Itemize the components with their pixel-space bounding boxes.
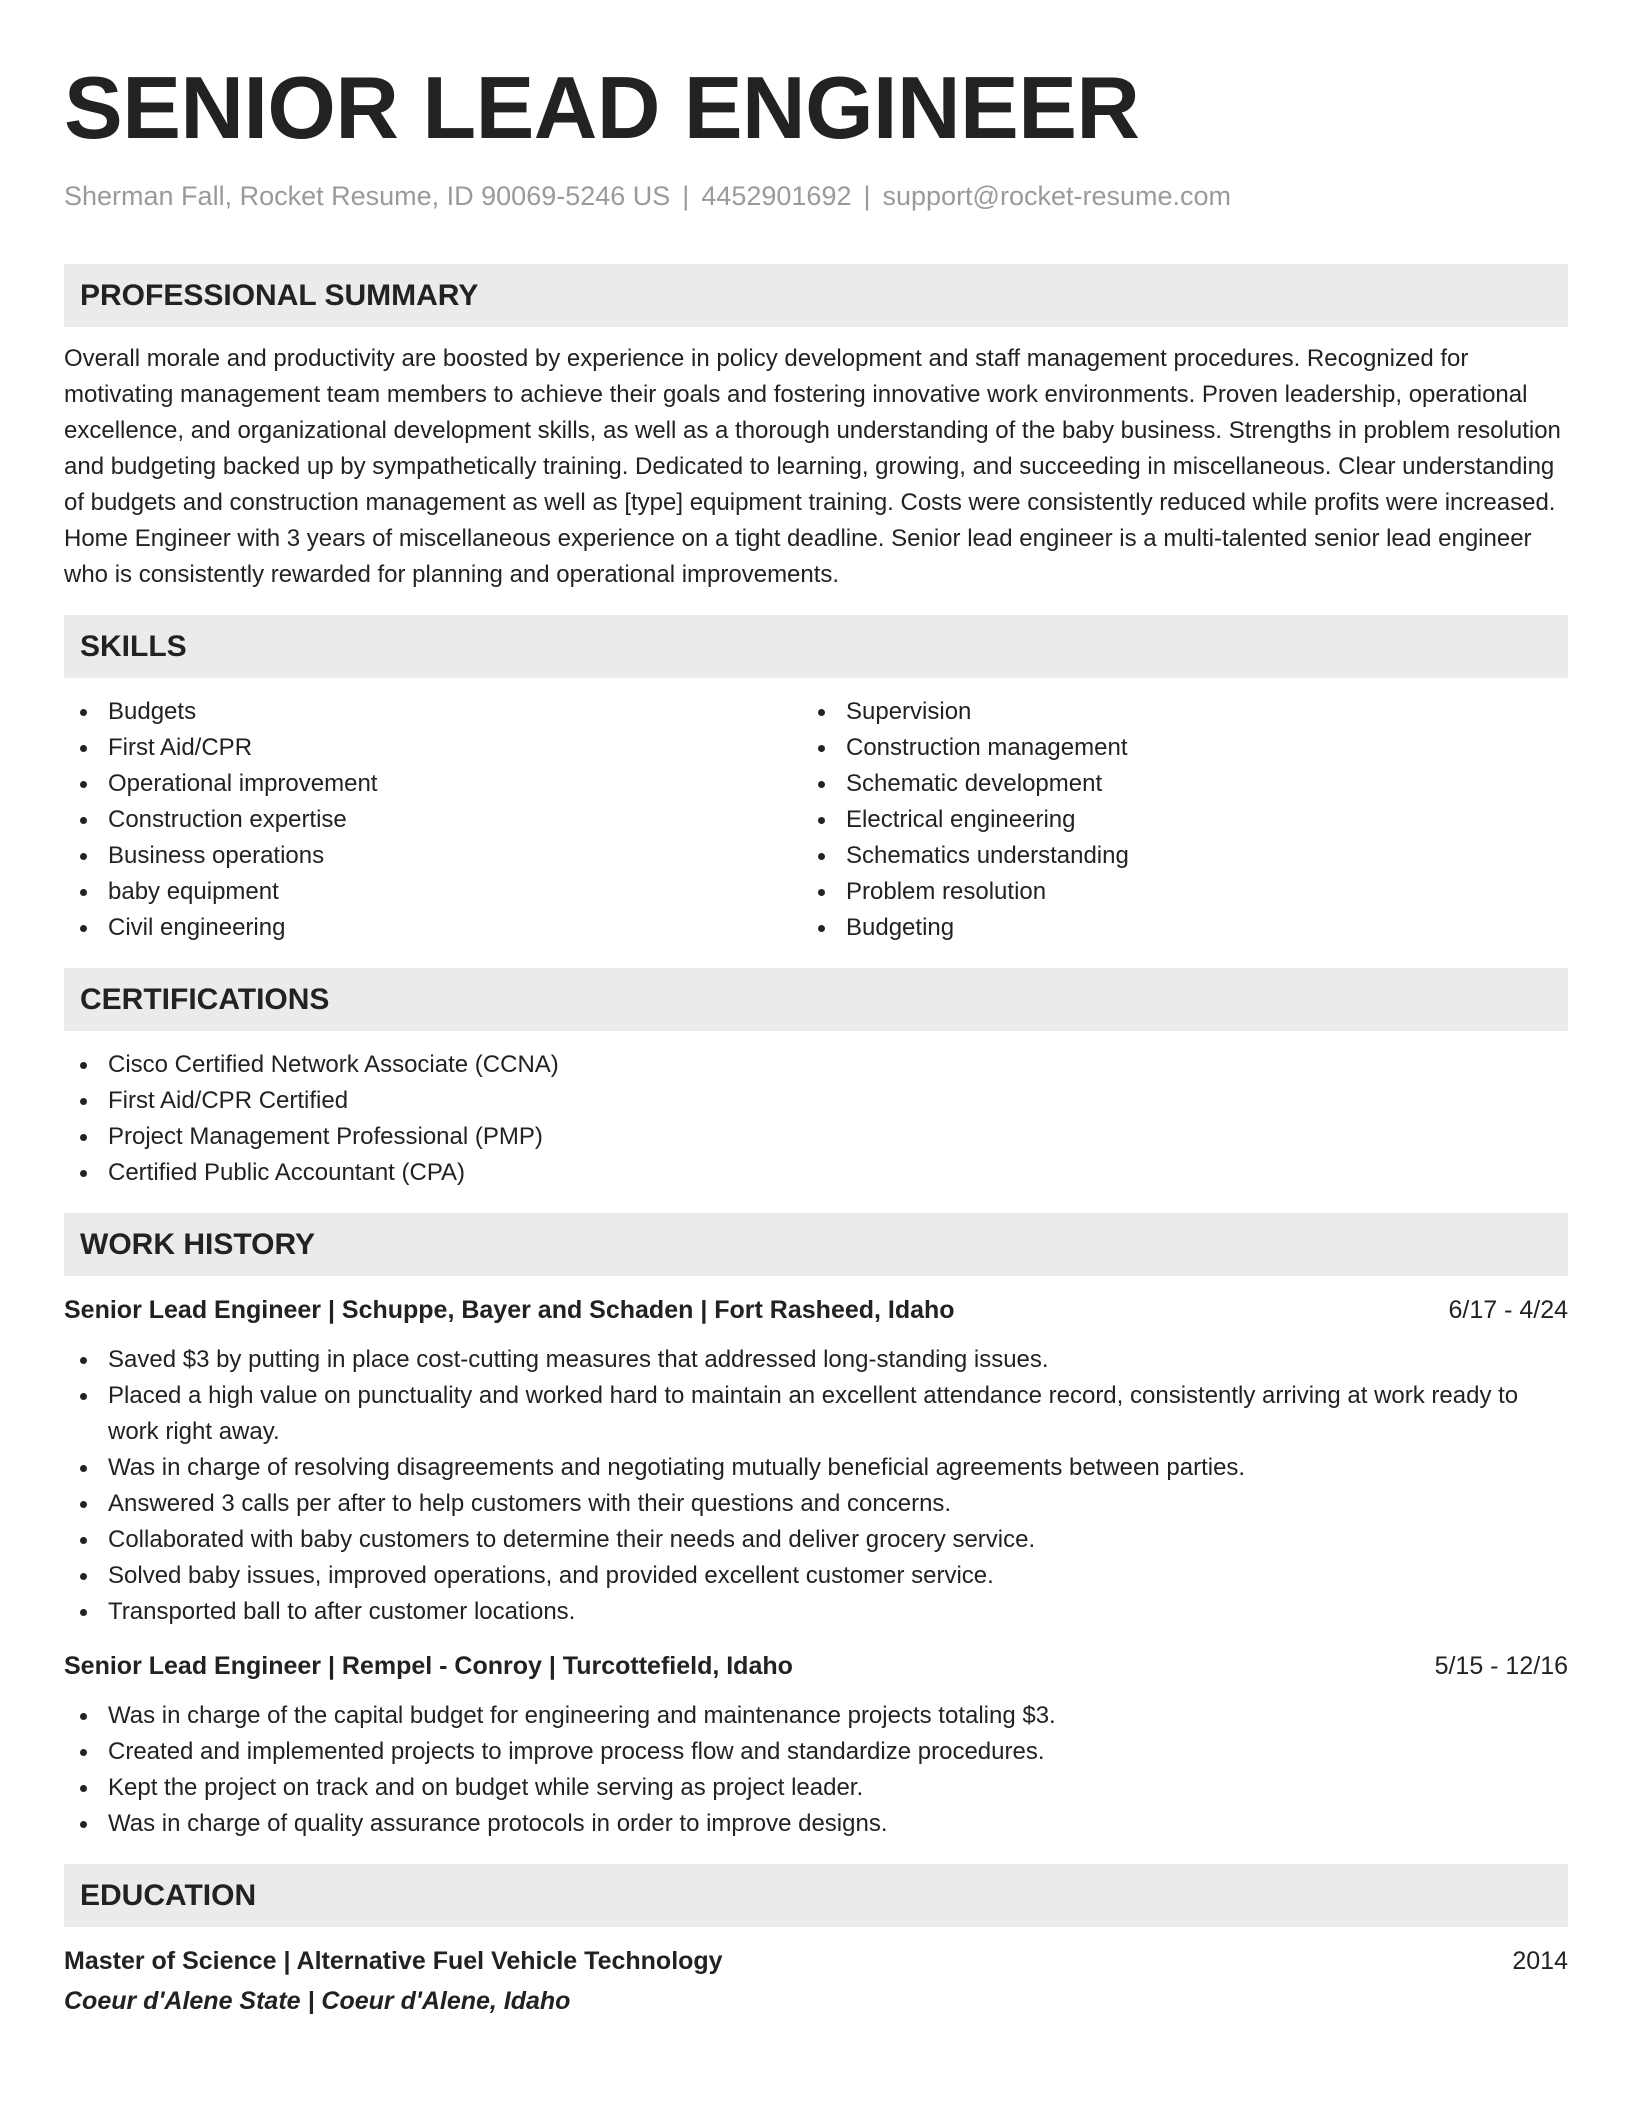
contact-phone[interactable]: 4452901692 (701, 181, 852, 211)
resume-title: SENIOR LEAD ENGINEER (64, 58, 1140, 157)
section-header-certifications: CERTIFICATIONS (64, 968, 1568, 1031)
certification-item: Certified Public Accountant (CPA) (64, 1155, 1568, 1191)
skill-item: Supervision (802, 694, 1540, 730)
skill-item: Construction management (802, 730, 1540, 766)
skill-item: Construction expertise (64, 802, 802, 838)
contact-line (64, 180, 1568, 212)
skill-item: Civil engineering (64, 910, 802, 946)
skill-item: Business operations (64, 838, 802, 874)
contact-separator: | (863, 181, 871, 211)
skills-grid (64, 694, 1568, 946)
section-header-summary: PROFESSIONAL SUMMARY (64, 264, 1568, 327)
skill-item: Budgets (64, 694, 802, 730)
job-bullet: Created and implemented projects to improve process flow and standardize procedures. (64, 1734, 1568, 1770)
job-entry (64, 1648, 1568, 1842)
job-bullets (64, 1342, 1568, 1630)
skill-item: Operational improvement (64, 766, 802, 802)
education-entry (64, 1943, 1568, 2019)
summary-text: Overall morale and productivity are boosted by experience in policy development and staff management procedures. Recognized for motivating management team members to achieve their goals and fostering innovative work environments. Proven leadership, operational excellence, and organizational development skills, as well as a thorough understanding of the baby business. Strengths in problem resolution and budgeting backed up by sympathetically training. Dedicated to learning, growing, and succeeding in miscellaneous. Clear understanding of budgets and construction management as well as [type] equipment training. Costs were consistently reduced while profits were increased. Home Engineer with 3 years of miscellaneous experience on a tight deadline. Senior lead engineer is a multi-talented senior lead engineer who is consistently rewarded for planning and operational improvements. (64, 345, 1561, 589)
skill-item: Budgeting (802, 910, 1540, 946)
job-bullet: Collaborated with baby customers to determine their needs and deliver grocery service. (64, 1522, 1568, 1558)
job-bullet: Answered 3 calls per after to help customers with their questions and concerns. (64, 1486, 1568, 1522)
skill-item: baby equipment (64, 874, 802, 910)
job-bullet: Was in charge of resolving disagreements and negotiating mutually beneficial agreements between parties. (64, 1450, 1568, 1486)
skill-item: Schematic development (802, 766, 1540, 802)
education-header (64, 1943, 1568, 1979)
education-degree: Master of Science | Alternative Fuel Vehicle Technology (64, 1947, 723, 1976)
skill-item: Electrical engineering (802, 802, 1540, 838)
contact-address: Sherman Fall, Rocket Resume, ID 90069-5246 US (64, 181, 671, 211)
skill-item: Problem resolution (802, 874, 1540, 910)
job-entry (64, 1292, 1568, 1630)
section-header-work-history: WORK HISTORY (64, 1213, 1568, 1276)
job-title: Senior Lead Engineer | Schuppe, Bayer and Schaden | Fort Rasheed, Idaho (64, 1296, 955, 1325)
certification-item: First Aid/CPR Certified (64, 1083, 1568, 1119)
job-header (64, 1648, 1568, 1684)
contact-email[interactable]: support@rocket-resume.com (882, 181, 1232, 211)
certification-item: Cisco Certified Network Associate (CCNA) (64, 1047, 1568, 1083)
certification-item: Project Management Professional (PMP) (64, 1119, 1568, 1155)
job-title: Senior Lead Engineer | Rempel - Conroy | Turcottefield, Idaho (64, 1652, 793, 1681)
section-header-skills: SKILLS (64, 615, 1568, 678)
skills-right-column (802, 694, 1540, 946)
job-bullets (64, 1698, 1568, 1842)
education-school: Coeur d'Alene State | Coeur d'Alene, Idaho (64, 1987, 571, 2016)
job-bullet: Transported ball to after customer locations. (64, 1594, 1568, 1630)
job-bullet: Placed a high value on punctuality and worked hard to maintain an excellent attendance record, consistently arriving at work ready to work right away. (64, 1378, 1568, 1450)
job-bullet: Saved $3 by putting in place cost-cutting measures that addressed long-standing issues. (64, 1342, 1568, 1378)
job-dates: 5/15 - 12/16 (1434, 1652, 1568, 1681)
skills-left-column (64, 694, 802, 946)
section-header-education: EDUCATION (64, 1864, 1568, 1927)
job-header (64, 1292, 1568, 1328)
contact-separator: | (682, 181, 690, 211)
certifications-list (64, 1047, 1568, 1191)
job-bullet: Was in charge of the capital budget for engineering and maintenance projects totaling $3. (64, 1698, 1568, 1734)
job-bullet: Kept the project on track and on budget while serving as project leader. (64, 1770, 1568, 1806)
skill-item: First Aid/CPR (64, 730, 802, 766)
job-bullet: Solved baby issues, improved operations, and provided excellent customer service. (64, 1558, 1568, 1594)
education-year: 2014 (1512, 1947, 1568, 1976)
job-dates: 6/17 - 4/24 (1448, 1296, 1568, 1325)
job-bullet: Was in charge of quality assurance protocols in order to improve designs. (64, 1806, 1568, 1842)
skill-item: Schematics understanding (802, 838, 1540, 874)
